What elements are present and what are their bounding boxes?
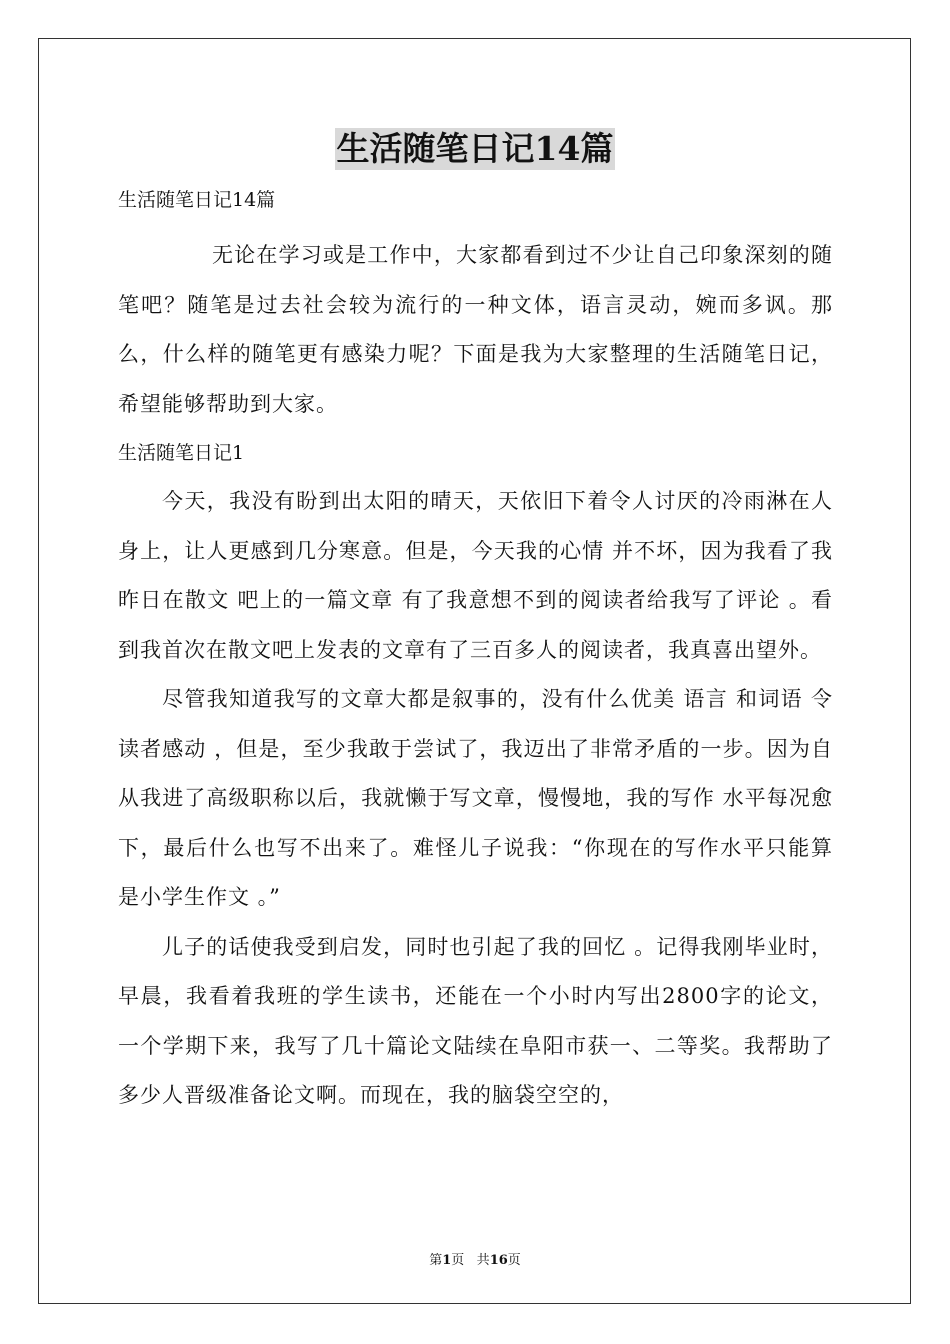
intro-paragraph: 无论在学习或是工作中，大家都看到过不少让自己印象深刻的随笔吧？随笔是过去社会较为流行的一种文体，语言灵动，婉而多讽。那么，什么样的随笔更有感染力呢？下面是我为大家整理的生活随笔日记，希望能够帮助到大家。 [118,243,833,416]
section-heading: 生活随笔日记1 [118,442,245,464]
body-paragraph: 今天，我没有盼到出太阳的晴天，天依旧下着令人讨厌的冷雨淋在人身上，让人更感到几分寒意。但是，今天我的心情 并不坏，因为我看了我昨日在散文 吧上的一篇文章 有了我意想不到的阅读者给我写了评论 。看到我首次在散文吧上发表的文章有了三百多人的阅读者，我真喜出望外。 [118,489,833,662]
page-title-wrap [0,128,950,170]
total-prefix: 共 [476,1253,490,1268]
document-subtitle: 生活随笔日记14篇 [118,189,276,211]
page-suffix: 页 [451,1253,465,1268]
page-current: 1 [442,1253,452,1268]
body-paragraph: 尽管我知道我写的文章大都是叙事的，没有什么优美 语言 和词语 令读者感动 ，但是，至少我敢于尝试了，我迈出了非常矛盾的一步。因为自从我进了高级职称以后，我就懒于写文章，慢慢地，我的写作 水平每况愈下，最后什么也写不出来了。难怪儿子说我：“你现在的写作水平只能算是小学生作文 。” [118,687,833,909]
document-body [118,182,833,1121]
body-paragraph: 儿子的话使我受到启发，同时也引起了我的回忆 。记得我刚毕业时，早晨，我看着我班的学生读书，还能在一个小时内写出2800字的论文，一个学期下来，我写了几十篇论文陆续在阜阳市获一、二等奖。我帮助了多少人晋级准备论文啊。而现在，我的脑袋空空的， [118,934,833,1107]
page-prefix: 第 [429,1253,443,1268]
total-suffix: 页 [507,1253,521,1268]
page-title: 生活随笔日记14篇 [336,129,614,168]
page-total: 16 [489,1253,508,1268]
page-footer [0,1249,950,1268]
